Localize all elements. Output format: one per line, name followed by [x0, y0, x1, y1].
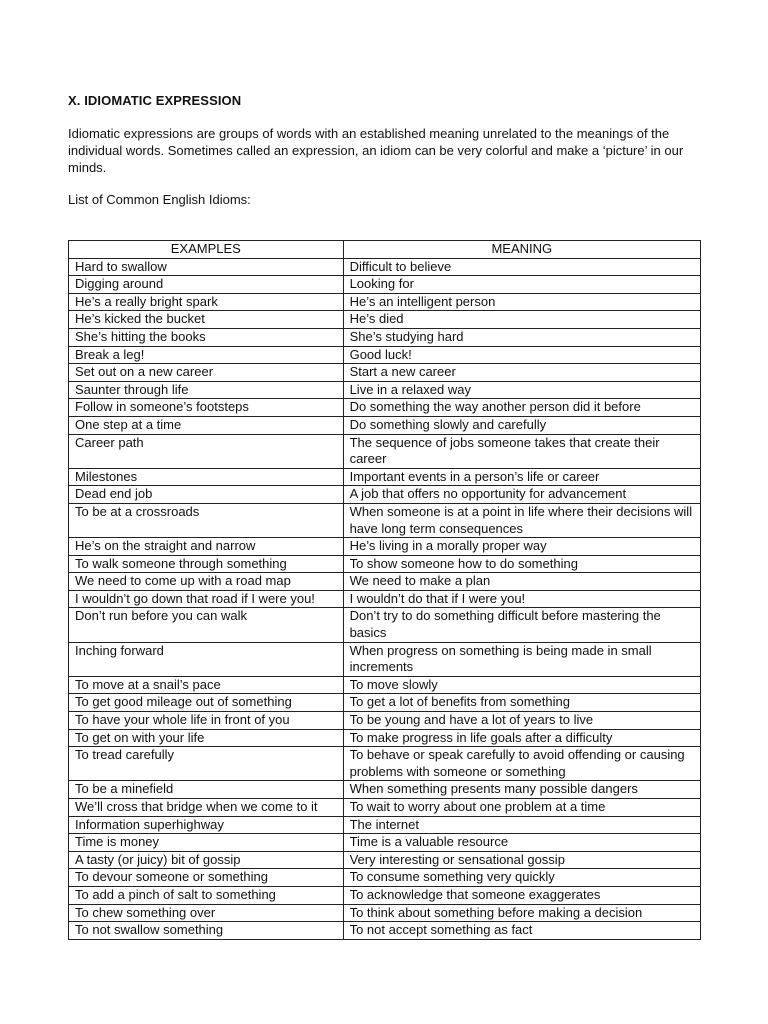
- idiom-example-cell: A tasty (or juicy) bit of gossip: [69, 851, 344, 869]
- table-row: [69, 346, 701, 364]
- table-row: [69, 486, 701, 504]
- idiom-example-cell: To devour someone or something: [69, 869, 344, 887]
- idiom-meaning-cell: Live in a relaxed way: [343, 381, 700, 399]
- idiom-example-cell: We’ll cross that bridge when we come to it: [69, 799, 344, 817]
- idiom-example-cell: One step at a time: [69, 416, 344, 434]
- idiom-example-cell: To walk someone through something: [69, 555, 344, 573]
- idiom-example-cell: She’s hitting the books: [69, 328, 344, 346]
- table-row: [69, 468, 701, 486]
- idiom-meaning-cell: To get a lot of benefits from something: [343, 694, 700, 712]
- idiom-example-cell: To move at a snail’s pace: [69, 676, 344, 694]
- table-row: [69, 608, 701, 642]
- idiom-example-cell: To be at a crossroads: [69, 503, 344, 537]
- idiom-example-cell: Saunter through life: [69, 381, 344, 399]
- idiom-example-cell: To chew something over: [69, 904, 344, 922]
- idiom-example-cell: We need to come up with a road map: [69, 573, 344, 591]
- idiom-meaning-cell: I wouldn’t do that if I were you!: [343, 590, 700, 608]
- table-row: [69, 676, 701, 694]
- table-row: [69, 555, 701, 573]
- idiom-meaning-cell: To make progress in life goals after a difficulty: [343, 729, 700, 747]
- table-row: [69, 886, 701, 904]
- table-row: [69, 276, 701, 294]
- idiom-example-cell: To be a minefield: [69, 781, 344, 799]
- table-row: [69, 381, 701, 399]
- table-row: [69, 311, 701, 329]
- idiom-meaning-cell: To behave or speak carefully to avoid offending or causing problems with someone or something: [343, 747, 700, 781]
- column-header-examples: EXAMPLES: [69, 241, 344, 259]
- idiom-meaning-cell: To not accept something as fact: [343, 922, 700, 940]
- idiom-meaning-cell: Don’t try to do something difficult before mastering the basics: [343, 608, 700, 642]
- idiom-meaning-cell: To be young and have a lot of years to live: [343, 712, 700, 730]
- column-header-meaning: MEANING: [343, 241, 700, 259]
- idiom-meaning-cell: To think about something before making a decision: [343, 904, 700, 922]
- table-row: [69, 851, 701, 869]
- idiom-meaning-cell: He’s living in a morally proper way: [343, 538, 700, 556]
- table-row: [69, 712, 701, 730]
- idiom-meaning-cell: We need to make a plan: [343, 573, 700, 591]
- table-row: [69, 642, 701, 676]
- idiom-meaning-cell: Do something slowly and carefully: [343, 416, 700, 434]
- idiom-example-cell: Career path: [69, 434, 344, 468]
- idiom-example-cell: Break a leg!: [69, 346, 344, 364]
- idiom-example-cell: Don’t run before you can walk: [69, 608, 344, 642]
- idiom-meaning-cell: A job that offers no opportunity for advancement: [343, 486, 700, 504]
- idiom-example-cell: Follow in someone’s footsteps: [69, 399, 344, 417]
- idiom-meaning-cell: Looking for: [343, 276, 700, 294]
- idiom-example-cell: He’s on the straight and narrow: [69, 538, 344, 556]
- table-row: [69, 328, 701, 346]
- table-row: [69, 573, 701, 591]
- idioms-table: [68, 240, 701, 940]
- table-row: [69, 258, 701, 276]
- table-row: [69, 747, 701, 781]
- idiom-example-cell: Set out on a new career: [69, 364, 344, 382]
- idiom-meaning-cell: Time is a valuable resource: [343, 834, 700, 852]
- table-row: [69, 904, 701, 922]
- idiom-meaning-cell: When progress on something is being made in small increments: [343, 642, 700, 676]
- table-body: [69, 258, 701, 939]
- table-row: [69, 364, 701, 382]
- table-row: [69, 416, 701, 434]
- table-row: [69, 781, 701, 799]
- idiom-meaning-cell: To show someone how to do something: [343, 555, 700, 573]
- table-row: [69, 834, 701, 852]
- list-label: List of Common English Idioms:: [68, 192, 251, 207]
- idiom-meaning-cell: Very interesting or sensational gossip: [343, 851, 700, 869]
- idiom-meaning-cell: Important events in a person’s life or career: [343, 468, 700, 486]
- table-row: [69, 816, 701, 834]
- idiom-example-cell: Time is money: [69, 834, 344, 852]
- idiom-meaning-cell: He’s an intelligent person: [343, 293, 700, 311]
- section-heading: X. IDIOMATIC EXPRESSION: [68, 93, 242, 108]
- table-row: [69, 694, 701, 712]
- idiom-example-cell: To have your whole life in front of you: [69, 712, 344, 730]
- table-row: [69, 503, 701, 537]
- idiom-meaning-cell: Start a new career: [343, 364, 700, 382]
- idiom-example-cell: Milestones: [69, 468, 344, 486]
- table-row: [69, 538, 701, 556]
- idiom-example-cell: Hard to swallow: [69, 258, 344, 276]
- idiom-meaning-cell: Difficult to believe: [343, 258, 700, 276]
- table-row: [69, 729, 701, 747]
- idiom-meaning-cell: Do something the way another person did it before: [343, 399, 700, 417]
- idiom-example-cell: To get good mileage out of something: [69, 694, 344, 712]
- idiom-example-cell: I wouldn’t go down that road if I were you!: [69, 590, 344, 608]
- idiom-example-cell: Dead end job: [69, 486, 344, 504]
- idiom-example-cell: To add a pinch of salt to something: [69, 886, 344, 904]
- idiom-example-cell: Digging around: [69, 276, 344, 294]
- table-header-row: [69, 241, 701, 259]
- idiom-example-cell: Inching forward: [69, 642, 344, 676]
- idiom-example-cell: Information superhighway: [69, 816, 344, 834]
- table-row: [69, 434, 701, 468]
- table-row: [69, 293, 701, 311]
- idiom-meaning-cell: When something presents many possible dangers: [343, 781, 700, 799]
- idiom-example-cell: To not swallow something: [69, 922, 344, 940]
- intro-paragraph: Idiomatic expressions are groups of words with an established meaning unrelated to the meanings of the individual words. Sometimes called an expression, an idiom can be very colorful and make a ‘picture’ in our minds.: [68, 126, 684, 175]
- idiom-meaning-cell: The internet: [343, 816, 700, 834]
- idiom-meaning-cell: She’s studying hard: [343, 328, 700, 346]
- idiom-meaning-cell: To consume something very quickly: [343, 869, 700, 887]
- idiom-example-cell: He’s a really bright spark: [69, 293, 344, 311]
- table-row: [69, 399, 701, 417]
- table-row: [69, 590, 701, 608]
- table-row: [69, 799, 701, 817]
- idiom-meaning-cell: To move slowly: [343, 676, 700, 694]
- idiom-example-cell: He’s kicked the bucket: [69, 311, 344, 329]
- idiom-meaning-cell: The sequence of jobs someone takes that create their career: [343, 434, 700, 468]
- idiom-meaning-cell: Good luck!: [343, 346, 700, 364]
- idiom-meaning-cell: To acknowledge that someone exaggerates: [343, 886, 700, 904]
- idiom-meaning-cell: He’s died: [343, 311, 700, 329]
- idiom-example-cell: To get on with your life: [69, 729, 344, 747]
- table-row: [69, 869, 701, 887]
- table-row: [69, 922, 701, 940]
- idiom-meaning-cell: When someone is at a point in life where their decisions will have long term consequences: [343, 503, 700, 537]
- idiom-example-cell: To tread carefully: [69, 747, 344, 781]
- idiom-meaning-cell: To wait to worry about one problem at a time: [343, 799, 700, 817]
